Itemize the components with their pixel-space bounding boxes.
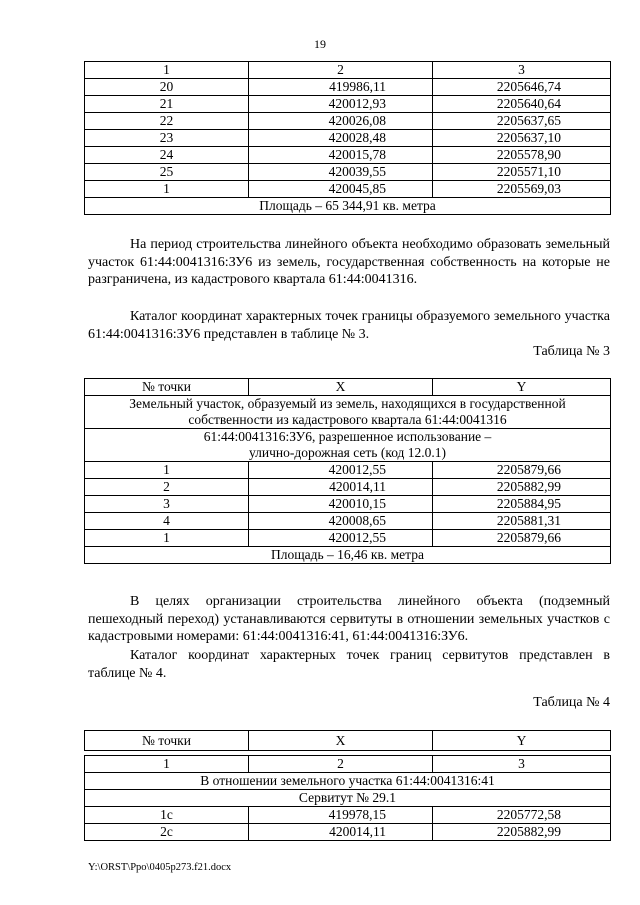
- column-number: 1: [85, 756, 249, 773]
- x-coordinate: 420015,78: [249, 147, 433, 164]
- point-id: 25: [85, 164, 249, 181]
- point-id: 23: [85, 130, 249, 147]
- header-y: Y: [433, 731, 611, 751]
- y-coordinate: 2205569,03: [433, 181, 611, 198]
- plot-description-line: 61:44:0041316:ЗУ6, разрешенное использование –: [203, 429, 492, 444]
- y-coordinate: 2205884,95: [433, 496, 611, 513]
- x-coordinate: 420045,85: [249, 181, 433, 198]
- point-id: 4: [85, 513, 249, 530]
- table-header-row: [85, 62, 611, 79]
- table-row: [85, 530, 611, 547]
- table-row: [85, 462, 611, 479]
- point-id: 22: [85, 113, 249, 130]
- plot-description: [85, 429, 611, 462]
- x-coordinate: 420012,55: [249, 530, 433, 547]
- y-coordinate: 2205882,99: [433, 824, 611, 841]
- table-header-row: [85, 731, 611, 751]
- point-id: 1: [85, 181, 249, 198]
- table-3: [84, 378, 611, 564]
- header-x: X: [249, 379, 433, 396]
- point-id: 2с: [85, 824, 249, 841]
- section-row: [85, 396, 611, 429]
- column-number: 3: [433, 62, 611, 79]
- section-row: [85, 790, 611, 807]
- x-coordinate: 420010,15: [249, 496, 433, 513]
- table-row: [85, 824, 611, 841]
- paragraph-catalog-reference: Каталог координат характерных точек границы образуемого земельного участка 61:44:0041316:ЗУ6 представлен в таблице № 3.: [88, 309, 610, 342]
- point-id: 1: [85, 462, 249, 479]
- page-number: 19: [314, 37, 326, 51]
- paragraph-easement-catalog: Каталог координат характерных точек границ сервитутов представлен в таблице № 4.: [88, 648, 610, 681]
- y-coordinate: 2205879,66: [433, 530, 611, 547]
- point-id: 2: [85, 479, 249, 496]
- table-row: [85, 147, 611, 164]
- column-number: 3: [433, 756, 611, 773]
- table-row: [85, 496, 611, 513]
- section-row: [85, 773, 611, 790]
- footer-file-path: Y:\ORST\Ppo\0405p273.f21.docx: [88, 862, 232, 873]
- y-coordinate: 2205882,99: [433, 479, 611, 496]
- x-coordinate: 419978,15: [249, 807, 433, 824]
- column-number: 1: [85, 62, 249, 79]
- table-3-caption: Таблица № 3: [533, 344, 610, 359]
- x-coordinate: 420039,55: [249, 164, 433, 181]
- y-coordinate: 2205571,10: [433, 164, 611, 181]
- section-row: [85, 429, 611, 462]
- table-row: [85, 479, 611, 496]
- y-coordinate: 2205640,64: [433, 96, 611, 113]
- point-id: 21: [85, 96, 249, 113]
- x-coordinate: 420012,55: [249, 462, 433, 479]
- table-row: [85, 130, 611, 147]
- y-coordinate: 2205879,66: [433, 462, 611, 479]
- point-id: 3: [85, 496, 249, 513]
- table-row: [85, 96, 611, 113]
- paragraph-easements: В целях организации строительства линейного объекта (подземный пешеходный переход) устанавливаются сервитуты в отношении земельных участков с кадастровыми номерами: 61:44:0041316:41, 61:44:0041316:ЗУ6.: [88, 594, 610, 645]
- header-y: Y: [433, 379, 611, 396]
- table-row: [85, 513, 611, 530]
- table-row: [85, 181, 611, 198]
- y-coordinate: 2205772,58: [433, 807, 611, 824]
- y-coordinate: 2205637,10: [433, 130, 611, 147]
- table-4: [84, 730, 611, 841]
- x-coordinate: 419986,11: [249, 79, 433, 96]
- y-coordinate: 2205881,31: [433, 513, 611, 530]
- y-coordinate: 2205646,74: [433, 79, 611, 96]
- x-coordinate: 420028,48: [249, 130, 433, 147]
- paragraph-land-plot-formation: На период строительства линейного объекта необходимо образовать земельный участок 61:44:0041316:ЗУ6 из земель, государственная собственность на которые не разграничена, из кадастрового квартала 61:44:0041316.: [88, 237, 610, 288]
- plot-description-line: улично-дорожная сеть (код 12.0.1): [248, 445, 447, 460]
- y-coordinate: 2205637,65: [433, 113, 611, 130]
- x-coordinate: 420014,11: [249, 479, 433, 496]
- table-row: [85, 164, 611, 181]
- easement-title: Сервитут № 29.1: [85, 790, 611, 807]
- table-row: [85, 79, 611, 96]
- point-id: 20: [85, 79, 249, 96]
- x-coordinate: 420026,08: [249, 113, 433, 130]
- point-id: 1с: [85, 807, 249, 824]
- y-coordinate: 2205578,90: [433, 147, 611, 164]
- table-4-caption: Таблица № 4: [533, 695, 610, 710]
- section-description: В отношении земельного участка 61:44:0041316:41: [85, 773, 611, 790]
- point-id: 24: [85, 147, 249, 164]
- coordinates-table-continued: [84, 61, 611, 215]
- header-x: X: [249, 731, 433, 751]
- area-total: Площадь – 65 344,91 кв. метра: [85, 198, 611, 215]
- area-row: [85, 198, 611, 215]
- header-point-number: № точки: [85, 731, 249, 751]
- point-id: 1: [85, 530, 249, 547]
- x-coordinate: 420008,65: [249, 513, 433, 530]
- table-row: [85, 113, 611, 130]
- section-description: Земельный участок, образуемый из земель, находящихся в государственной собственности из кадастрового квартала 61:44:0041316: [85, 396, 611, 429]
- x-coordinate: 420014,11: [249, 824, 433, 841]
- x-coordinate: 420012,93: [249, 96, 433, 113]
- column-number-row: [85, 756, 611, 773]
- header-point-number: № точки: [85, 379, 249, 396]
- column-number: 2: [249, 62, 433, 79]
- table-header-row: [85, 379, 611, 396]
- area-row: [85, 547, 611, 564]
- table-row: [85, 807, 611, 824]
- area-total: Площадь – 16,46 кв. метра: [85, 547, 611, 564]
- column-number: 2: [249, 756, 433, 773]
